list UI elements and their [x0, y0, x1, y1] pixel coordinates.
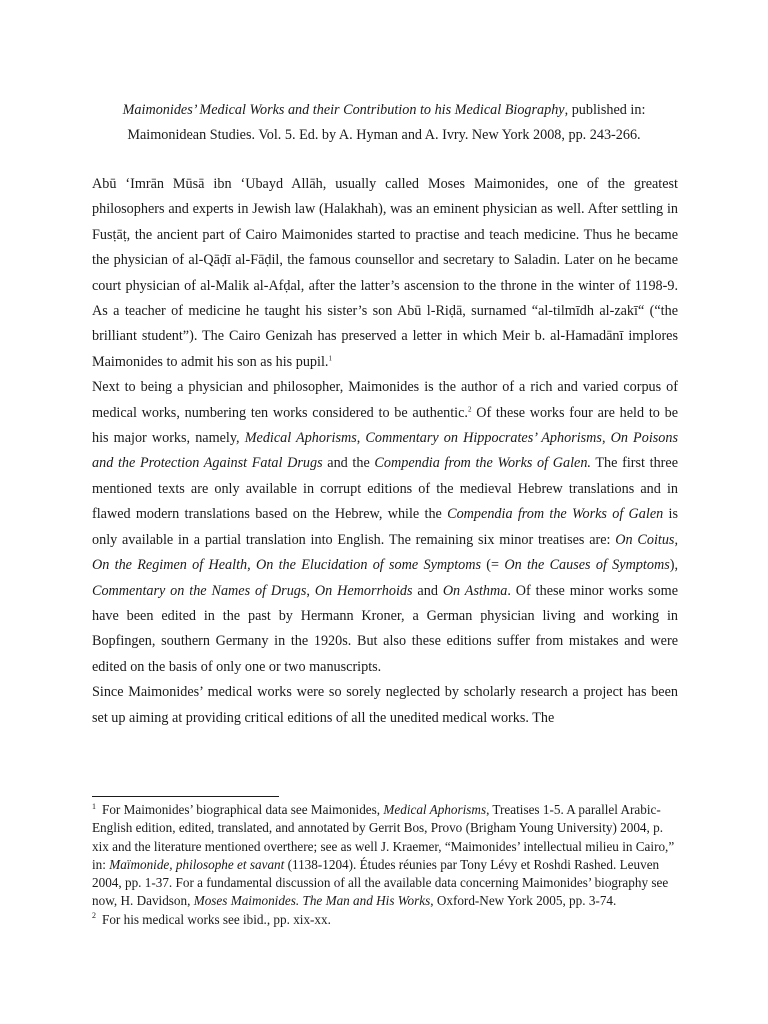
paragraph-2-text: The first three mentioned texts are only available in corrupt editions of the medieval Hebrew translations and in flawed modern translations based on the Hebrew, while the — [92, 455, 678, 523]
footnote-1-text: (1138-1204). Études réunies par Tony Lévy et Roshdi Rashed. Leuven 2004, pp. 1-37. For a fundamental discussion of all the available data concerning Maimonides’ biography see now, H. Davidson, — [92, 856, 669, 909]
work-title: On Hemorrhoids — [314, 582, 413, 599]
work-title: Maïmonide, philosophe et savant — [109, 856, 285, 872]
citation-header — [70, 98, 698, 148]
work-title: Commentary on the Names of Drugs — [92, 582, 307, 599]
paragraph-2-text: , — [247, 557, 256, 574]
paragraph-2-text: Of these works four are held to be his major works, namely, — [92, 404, 678, 447]
citation-publication-intro: , published in: — [564, 102, 646, 118]
paragraph-2-text: and the — [322, 455, 375, 472]
paragraph-2-text: , — [674, 531, 678, 548]
footnote-ref-1[interactable]: 1 — [328, 354, 332, 363]
paragraph-2-text: , — [356, 430, 366, 447]
footnote-1-text: , Oxford-New York 2005, pp. 3-74. — [430, 893, 617, 909]
paragraph-1-text: Abū ‘Imrān Mūsā ibn ‘Ubayd Allāh, usually called Moses Maimonides, one of the greatest philosophers and experts in Jewish law (Halakhah), was an eminent physician as well. After settling in Fusṭāṭ, the ancient part of Cairo Maimonides started to practise and teach medicine. Thus he became the physician of al-Qāḍī al-Fāḍil, the famous counsellor and secretary to Saladin. Later on he became court physician of al-Malik al-Afḍal, after the latter’s ascension to the throne in the winter of 1198-9. As a teacher of medicine he taught his sister’s son Abū l-Riḍā, surnamed “al-tilmīdh al-zakī“ (“the brilliant student”). The Cairo Genizah has preserved a letter in which Meir b. al-Hamadānī implores Maimonides to admit his son as his pupil. — [92, 176, 678, 370]
footnote-2-text: For his medical works see ibid., pp. xix-xx. — [102, 911, 331, 927]
footnote-1-marker: 1 — [92, 801, 96, 811]
paragraph-2-text: . Of these minor works some have been edited in the past by Hermann Kroner, a German physician living and working in Bopfingen, southern Germany in the 1920s. But also these editions suffer from mistakes and were edited on the basis of only one or two manuscripts. — [92, 582, 679, 675]
paragraph-2-text: is only available in a partial translation into English. The remaining six minor treatises are: — [92, 506, 678, 548]
footnotes — [92, 801, 678, 929]
paragraph-2-text: (= — [481, 557, 505, 574]
work-title: On Poisons and the Protection Against Fatal Drugs — [92, 430, 678, 472]
citation-publication-details: Maimonidean Studies. Vol. 5. Ed. by A. Hyman and A. Ivry. New York 2008, pp. 243-266. — [127, 127, 641, 143]
work-title: On Asthma — [442, 582, 508, 599]
footnote-1 — [92, 801, 678, 911]
work-title: Commentary on Hippocrates’ Aphorisms — [365, 430, 602, 447]
footnote-1-text: , Treatises 1-5. A parallel Arabic-English edition, edited, translated, and annotated by Gerrit Bos, Provo (Brigham Young University) 2004, p. xix and the literature mentioned overthere; see as well J. Kraemer, “Maimonides’ intellectual milieu in Cairo,” in: — [92, 802, 675, 872]
footnote-1-text: For Maimonides’ biographical data see Maimonides, — [102, 802, 384, 817]
paragraph-2-text: , — [601, 430, 611, 447]
work-title: Medical Aphorisms — [383, 802, 487, 817]
work-title: Moses Maimonides. The Man and His Works — [193, 893, 431, 909]
work-title: On Coitus — [615, 531, 675, 548]
paragraph-2-text: ), — [669, 557, 678, 574]
footnote-separator — [92, 796, 279, 797]
paragraph-3 — [92, 680, 678, 731]
body-text — [92, 172, 678, 731]
footnote-2 — [92, 911, 678, 929]
paragraph-1 — [92, 172, 678, 375]
work-title: On the Causes of Symptoms — [504, 557, 670, 574]
paragraph-2 — [92, 375, 678, 680]
paragraph-2-text: , — [306, 582, 315, 599]
footnote-ref-2[interactable]: 2 — [467, 404, 472, 413]
paragraph-3-text: Since Maimonides’ medical works were so sorely neglected by scholarly research a project has been set up aiming at providing critical editions of all the unedited medical works. The — [92, 684, 678, 726]
footnote-2-marker: 2 — [92, 911, 96, 921]
paragraph-2-text: Next to being a physician and philosopher, Maimonides is the author of a rich and varied corpus of medical works, numbering ten works considered to be authentic. — [92, 379, 678, 421]
work-title: Medical Aphorisms — [244, 430, 357, 447]
work-title: Compendia from the Works of Galen — [447, 506, 664, 523]
work-title: Compendia from the Works of Galen. — [374, 455, 591, 472]
work-title: On the Elucidation of some Symptoms — [255, 557, 482, 574]
paragraph-2-text: and — [412, 582, 443, 599]
article-title: Maimonides’ Medical Works and their Contribution to his Medical Biography — [122, 102, 565, 118]
work-title: On the Regimen of Health — [92, 557, 248, 574]
